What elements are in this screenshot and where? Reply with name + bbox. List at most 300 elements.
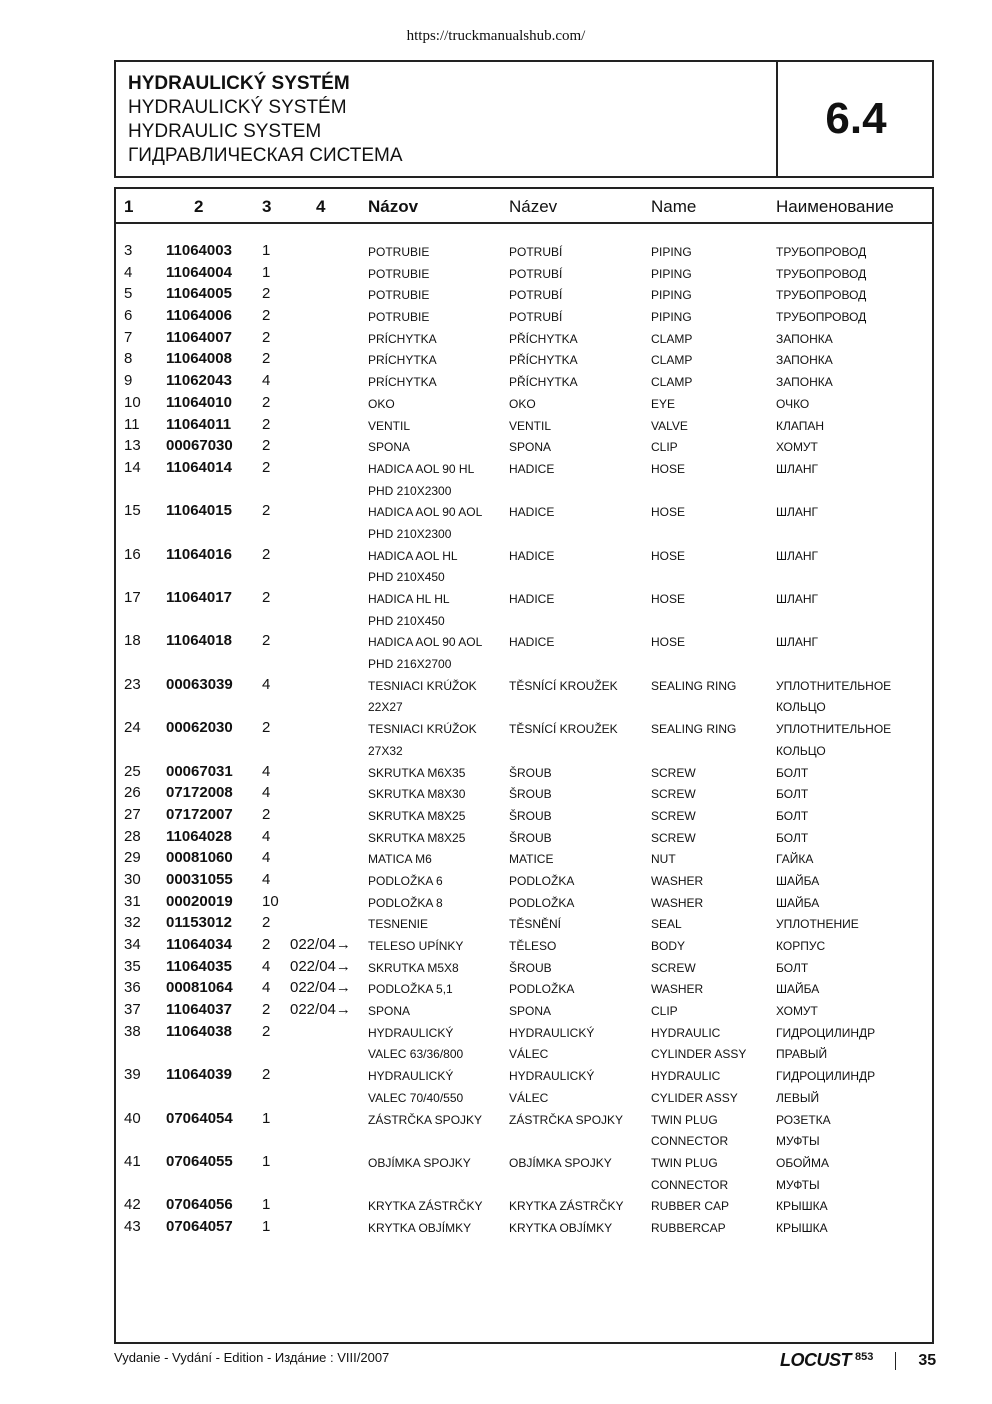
cell-name-sk: PODLOŽKA 6 <box>368 873 443 888</box>
col-header-quantity: 3 <box>262 197 272 216</box>
cell-name-ru: ШЛАНГ <box>776 592 819 606</box>
cell-quantity: 4 <box>262 372 271 390</box>
cell-name-en: SCREW <box>651 787 696 802</box>
row-line <box>116 762 932 784</box>
cell-name-ru: ГАЙКА <box>776 852 814 867</box>
row-line <box>116 263 932 285</box>
cell-name-cz: HADICE <box>509 505 555 520</box>
row-line <box>116 1000 932 1022</box>
cell-quantity: 4 <box>262 784 271 802</box>
table-header <box>116 189 932 224</box>
row-line <box>116 501 932 523</box>
row-line <box>116 523 932 545</box>
cell-part-number: 11064018 <box>166 632 232 650</box>
row-line <box>116 913 932 935</box>
cell-name-sk: SKRUTKA M8X30 <box>368 787 466 802</box>
table-row <box>116 978 932 1000</box>
table-row <box>116 284 932 306</box>
cell-part-number: 11064003 <box>166 242 232 259</box>
cell-name-en: CLIP <box>651 440 678 455</box>
cell-name-sk: PRÍCHYTKA <box>368 375 437 390</box>
cell-position: 15 <box>124 502 141 520</box>
cell-name-en: PIPING <box>651 288 692 303</box>
cell-position: 28 <box>124 827 141 845</box>
cell-name-sk: HADICA AOL HL <box>368 548 458 563</box>
row-line <box>116 545 932 567</box>
cell-name-en: SCREW <box>651 960 696 975</box>
cell-name-sk: PRÍCHYTKA <box>368 353 437 368</box>
table-row <box>116 675 932 718</box>
row-line <box>116 848 932 870</box>
table-row <box>116 415 932 437</box>
cell-name-cz: OBJÍMKA SPOJKY <box>509 1155 612 1170</box>
cell-name-cz: VENTIL <box>509 418 552 433</box>
table-row <box>116 458 932 501</box>
edition-note: Vydanie - Vydání - Edition - Издáние : VIII/2007 <box>114 1350 390 1365</box>
cell-note: 022/04→ <box>290 957 351 975</box>
cell-name-ru: ТРУБОПРОВОД <box>776 266 867 281</box>
cell-part-number: 11064039 <box>166 1066 232 1084</box>
cell-name-ru: ХОМУТ <box>776 1004 818 1019</box>
table-row <box>116 870 932 892</box>
cell-name-sk: ZÁSTRČKA SPOJKY <box>368 1112 483 1127</box>
cell-name-sk: HYDRAULICKÝ <box>368 1069 454 1084</box>
cell-part-number: 11064015 <box>166 502 232 520</box>
table-row <box>116 848 932 870</box>
row-line <box>116 480 932 502</box>
row-line <box>116 306 932 328</box>
cell-position: 31 <box>124 892 141 910</box>
cell-name-sk: VALEC 63/36/800 <box>368 1047 464 1062</box>
cell-quantity: 2 <box>262 805 271 823</box>
cell-name-cz: TĚSNÍCÍ KROUŽEK <box>509 678 618 693</box>
cell-name-cz: PODLOŽKA <box>509 873 575 888</box>
cell-name-ru: КОРПУС <box>776 939 826 953</box>
row-line <box>116 1065 932 1087</box>
cell-position: 37 <box>124 1001 141 1019</box>
cell-position: 36 <box>124 979 141 997</box>
cell-part-number: 11064011 <box>166 415 232 433</box>
row-line <box>116 870 932 892</box>
title-ru: ГИДРАВЛИЧЕСКАЯ СИСТЕМА <box>128 145 403 166</box>
cell-part-number: 00067031 <box>166 762 233 780</box>
cell-name-ru: УПЛОТНЕНИЕ <box>776 917 859 932</box>
cell-quantity: 4 <box>262 827 271 845</box>
cell-position: 40 <box>124 1109 141 1127</box>
cell-name-sk: HADICA HL HL <box>368 592 450 606</box>
table-row <box>116 935 932 957</box>
cell-quantity: 2 <box>262 545 271 563</box>
section-titles <box>128 72 403 168</box>
cell-name-ru: ЛЕВЫЙ <box>776 1090 820 1105</box>
cell-quantity: 1 <box>262 242 271 259</box>
cell-name-cz: ŠROUB <box>509 787 552 802</box>
row-line <box>116 588 932 610</box>
cell-part-number: 00031055 <box>166 870 233 888</box>
cell-part-number: 00067030 <box>166 437 233 455</box>
table-row <box>116 1217 932 1239</box>
cell-name-sk: HADICA AOL 90 HL <box>368 461 475 476</box>
footer-divider <box>895 1352 896 1370</box>
cell-name-en: CLIP <box>651 1004 678 1019</box>
table-row <box>116 783 932 805</box>
cell-name-en: HOSE <box>651 592 686 606</box>
cell-name-en: TWIN PLUG <box>651 1155 718 1170</box>
cell-name-sk: PRÍCHYTKA <box>368 331 437 346</box>
table-row <box>116 1065 932 1108</box>
cell-name-sk: PHD 210X2300 <box>368 526 452 541</box>
row-line <box>116 1152 932 1174</box>
cell-name-cz: ŠROUB <box>509 808 552 823</box>
cell-position: 18 <box>124 632 141 650</box>
cell-note: 022/04→ <box>290 936 351 953</box>
cell-name-ru: РОЗЕТКА <box>776 1112 831 1127</box>
cell-name-cz: ŠROUB <box>509 960 552 975</box>
cell-position: 43 <box>124 1217 141 1235</box>
table-row <box>116 957 932 979</box>
cell-quantity: 2 <box>262 393 271 411</box>
cell-position: 34 <box>124 936 141 953</box>
cell-part-number: 11064010 <box>166 393 232 411</box>
cell-name-ru: ШЛАНГ <box>776 548 819 563</box>
cell-quantity: 1 <box>262 1196 271 1214</box>
cell-name-en: RUBBERCAP <box>651 1220 726 1235</box>
cell-quantity: 10 <box>262 892 279 910</box>
cell-position: 16 <box>124 545 141 563</box>
cell-name-cz: ŠROUB <box>509 830 552 845</box>
table-row <box>116 306 932 328</box>
cell-name-ru: ГИДРОЦИЛИНДР <box>776 1069 876 1084</box>
cell-name-en: HOSE <box>651 548 686 563</box>
cell-name-cz: PODLOŽKA <box>509 895 575 910</box>
cell-quantity: 4 <box>262 870 271 888</box>
cell-quantity: 2 <box>262 719 271 737</box>
row-line <box>116 1087 932 1109</box>
cell-name-cz: HADICE <box>509 548 555 563</box>
table-row <box>116 892 932 914</box>
cell-position: 27 <box>124 805 141 823</box>
cell-name-en: NUT <box>651 852 676 867</box>
cell-name-ru: ПРАВЫЙ <box>776 1047 828 1062</box>
cell-part-number: 11064005 <box>166 285 232 303</box>
table-row <box>116 1000 932 1022</box>
cell-name-cz: POTRUBÍ <box>509 310 563 325</box>
col-header-part-number: 2 <box>194 197 204 216</box>
cell-name-ru: ШЛАНГ <box>776 505 819 520</box>
cell-name-sk: VENTIL <box>368 418 411 433</box>
row-line <box>116 718 932 740</box>
cell-name-en: SEAL <box>651 917 682 932</box>
table-row <box>116 1109 932 1152</box>
col-header-name-ru: Наименование <box>776 197 894 216</box>
cell-name-ru: ХОМУТ <box>776 440 818 455</box>
row-line <box>116 241 932 263</box>
cell-position: 7 <box>124 328 133 346</box>
cell-name-cz: POTRUBÍ <box>509 266 563 281</box>
cell-part-number: 11064034 <box>166 936 232 953</box>
cell-position: 13 <box>124 437 141 455</box>
cell-quantity: 2 <box>262 1022 271 1040</box>
cell-name-cz: PŘÍCHYTKA <box>509 331 578 346</box>
cell-name-sk: PODLOŽKA 5,1 <box>368 982 453 997</box>
cell-quantity: 1 <box>262 1109 271 1127</box>
table-row <box>116 827 932 849</box>
row-line <box>116 740 932 762</box>
cell-name-sk: SPONA <box>368 440 411 455</box>
cell-name-cz: TĚSNÍCÍ KROUŽEK <box>509 722 618 737</box>
cell-position: 42 <box>124 1196 141 1214</box>
cell-part-number: 07064054 <box>166 1109 233 1127</box>
cell-name-en: CLAMP <box>651 331 693 346</box>
section-header <box>114 60 934 178</box>
cell-part-number: 11064017 <box>166 589 232 606</box>
cell-quantity: 2 <box>262 415 271 433</box>
cell-name-cz: HYDRAULICKÝ <box>509 1025 595 1040</box>
cell-quantity: 4 <box>262 957 271 975</box>
col-header-note: 4 <box>316 197 326 216</box>
cell-name-ru: ТРУБОПРОВОД <box>776 245 867 259</box>
row-line <box>116 696 932 718</box>
cell-position: 8 <box>124 350 133 368</box>
cell-position: 3 <box>124 242 133 259</box>
cell-quantity: 2 <box>262 328 271 346</box>
cell-quantity: 2 <box>262 458 271 476</box>
cell-name-sk: TESNIACI KRÚŽOK <box>368 722 477 737</box>
cell-name-sk: VALEC 70/40/550 <box>368 1090 464 1105</box>
cell-name-en: PIPING <box>651 266 692 281</box>
row-line <box>116 284 932 306</box>
cell-name-ru: МУФТЫ <box>776 1134 820 1149</box>
cell-name-ru: ОЧКО <box>776 396 810 411</box>
title-en: HYDRAULIC SYSTEM <box>128 121 322 142</box>
cell-part-number: 00063039 <box>166 675 233 693</box>
cell-part-number: 11064037 <box>166 1001 232 1019</box>
cell-name-cz: PODLOŽKA <box>509 982 575 997</box>
table-row <box>116 1022 932 1065</box>
cell-part-number: 00062030 <box>166 719 233 737</box>
table-row <box>116 545 932 588</box>
row-line <box>116 1043 932 1065</box>
cell-quantity: 2 <box>262 914 271 932</box>
cell-name-ru: ШАЙБА <box>776 873 820 888</box>
cell-name-en: EYE <box>651 396 676 411</box>
cell-name-sk: TESNIACI KRÚŽOK <box>368 678 477 693</box>
cell-name-cz: KRYTKA OBJÍMKY <box>509 1220 613 1235</box>
col-header-name-cz: Název <box>509 197 558 216</box>
table-body <box>116 241 932 1239</box>
cell-note: 022/04→ <box>290 1001 351 1019</box>
cell-name-en: PIPING <box>651 310 692 325</box>
col-header-position: 1 <box>124 197 134 216</box>
row-line <box>116 1217 932 1239</box>
cell-position: 39 <box>124 1066 141 1084</box>
row-line <box>116 610 932 632</box>
cell-name-cz: POTRUBÍ <box>509 288 563 303</box>
cell-name-sk: KRYTKA OBJÍMKY <box>368 1220 472 1235</box>
cell-name-en: RUBBER CAP <box>651 1199 730 1214</box>
cell-quantity: 1 <box>262 1217 271 1235</box>
cell-name-cz: TĚLESO <box>509 939 557 953</box>
row-line <box>116 805 932 827</box>
cell-name-en: CONNECTOR <box>651 1134 729 1149</box>
cell-name-ru: ШЛАНГ <box>776 635 819 650</box>
cell-name-cz: ZÁSTRČKA SPOJKY <box>509 1112 624 1127</box>
row-line <box>116 1195 932 1217</box>
cell-name-sk: TESNENIE <box>368 917 429 932</box>
cell-part-number: 01153012 <box>166 914 232 932</box>
cell-name-cz: PŘÍCHYTKA <box>509 353 578 368</box>
row-line <box>116 1109 932 1131</box>
table-row <box>116 588 932 631</box>
table-row <box>116 263 932 285</box>
cell-name-cz: KRYTKA ZÁSTRČKY <box>509 1199 624 1214</box>
cell-name-ru: ШАЙБА <box>776 982 820 997</box>
cell-name-en: HOSE <box>651 505 686 520</box>
cell-name-cz: POTRUBÍ <box>509 245 563 259</box>
cell-name-en: CYLIDER ASSY <box>651 1090 738 1105</box>
cell-name-ru: ТРУБОПРОВОД <box>776 288 867 303</box>
title-sk: HYDRAULICKÝ SYSTÉM <box>128 73 350 94</box>
cell-position: 30 <box>124 870 141 888</box>
cell-name-cz: PŘÍCHYTKA <box>509 375 578 390</box>
cell-name-en: PIPING <box>651 245 692 259</box>
table-row <box>116 631 932 674</box>
cell-quantity: 4 <box>262 979 271 997</box>
cell-name-en: SCREW <box>651 830 696 845</box>
brand-logo: LOCUST <box>780 1350 851 1370</box>
cell-name-en: CYLINDER ASSY <box>651 1047 747 1062</box>
cell-name-sk: SKRUTKA M5X8 <box>368 960 459 975</box>
cell-name-en: SEALING RING <box>651 722 737 737</box>
cell-part-number: 11064004 <box>166 263 232 281</box>
cell-name-cz: SPONA <box>509 440 552 455</box>
cell-name-en: CLAMP <box>651 353 693 368</box>
row-line <box>116 892 932 914</box>
model-number: 853 <box>855 1350 874 1363</box>
cell-name-cz: SPONA <box>509 1004 552 1019</box>
cell-position: 5 <box>124 285 133 303</box>
cell-name-cz: ŠROUB <box>509 765 552 780</box>
row-line <box>116 371 932 393</box>
cell-name-sk: PHD 210X450 <box>368 570 445 585</box>
cell-name-cz: HADICE <box>509 592 555 606</box>
cell-name-sk: HADICA AOL 90 AOL <box>368 635 483 650</box>
row-line <box>116 436 932 458</box>
row-line <box>116 957 932 979</box>
cell-name-sk: MATICA M6 <box>368 852 432 867</box>
cell-quantity: 2 <box>262 502 271 520</box>
cell-name-ru: ШАЙБА <box>776 895 820 910</box>
table-row <box>116 1152 932 1195</box>
cell-part-number: 07064057 <box>166 1217 233 1235</box>
row-line <box>116 349 932 371</box>
cell-name-en: SEALING RING <box>651 678 737 693</box>
cell-name-sk: PHD 216X2700 <box>368 657 452 672</box>
cell-name-en: SCREW <box>651 808 696 823</box>
col-header-name-sk: Názov <box>368 197 419 216</box>
cell-name-ru: БОЛТ <box>776 765 809 780</box>
cell-name-sk: SKRUTKA M8X25 <box>368 808 466 823</box>
row-line <box>116 393 932 415</box>
cell-name-sk: OBJÍMKA SPOJKY <box>368 1155 471 1170</box>
cell-name-ru: ГИДРОЦИЛИНДР <box>776 1025 876 1040</box>
cell-name-en: HOSE <box>651 635 686 650</box>
row-line <box>116 1130 932 1152</box>
section-number-box <box>776 62 934 176</box>
cell-position: 25 <box>124 762 141 780</box>
cell-name-ru: ТРУБОПРОВОД <box>776 310 867 325</box>
cell-name-cz: OKO <box>509 396 536 411</box>
row-line <box>116 978 932 1000</box>
cell-part-number: 11064035 <box>166 957 232 975</box>
cell-quantity: 2 <box>262 589 271 606</box>
table-row <box>116 436 932 458</box>
cell-part-number: 07064056 <box>166 1196 233 1214</box>
cell-position: 24 <box>124 719 141 737</box>
cell-part-number: 11064007 <box>166 328 232 346</box>
cell-part-number: 07064055 <box>166 1152 233 1170</box>
cell-quantity: 2 <box>262 632 271 650</box>
cell-note: 022/04→ <box>290 979 351 997</box>
row-line <box>116 935 932 957</box>
cell-name-sk: TELESO UPÍNKY <box>368 939 464 953</box>
cell-name-sk: PODLOŽKA 8 <box>368 895 443 910</box>
cell-name-ru: БОЛТ <box>776 787 809 802</box>
cell-name-sk: 22X27 <box>368 700 403 715</box>
cell-name-sk: POTRUBIE <box>368 288 430 303</box>
cell-name-ru: БОЛТ <box>776 830 809 845</box>
cell-name-ru: КОЛЬЦО <box>776 700 826 715</box>
cell-quantity: 2 <box>262 285 271 303</box>
cell-part-number: 11062043 <box>166 372 232 390</box>
cell-position: 10 <box>124 393 141 411</box>
cell-quantity: 1 <box>262 263 271 281</box>
cell-name-en: HYDRAULIC <box>651 1069 721 1084</box>
cell-name-sk: PHD 210X450 <box>368 613 445 628</box>
cell-name-sk: PHD 210X2300 <box>368 483 452 498</box>
cell-name-cz: HADICE <box>509 461 555 476</box>
cell-name-sk: HYDRAULICKÝ <box>368 1025 454 1040</box>
cell-name-sk: SKRUTKA M8X25 <box>368 830 466 845</box>
row-line <box>116 415 932 437</box>
cell-name-en: TWIN PLUG <box>651 1112 718 1127</box>
cell-name-sk: POTRUBIE <box>368 310 430 325</box>
cell-position: 4 <box>124 263 133 281</box>
row-line <box>116 653 932 675</box>
table-row <box>116 805 932 827</box>
cell-position: 32 <box>124 914 141 932</box>
cell-name-ru: ШЛАНГ <box>776 461 819 476</box>
cell-name-sk: POTRUBIE <box>368 266 430 281</box>
cell-position: 11 <box>124 415 140 433</box>
cell-quantity: 1 <box>262 1152 271 1170</box>
cell-quantity: 4 <box>262 849 271 867</box>
row-line <box>116 783 932 805</box>
cell-name-ru: БОЛТ <box>776 960 809 975</box>
cell-quantity: 2 <box>262 437 271 455</box>
cell-name-sk: SPONA <box>368 1004 411 1019</box>
table-row <box>116 349 932 371</box>
cell-name-ru: КОЛЬЦО <box>776 743 826 758</box>
cell-position: 41 <box>124 1152 141 1170</box>
cell-position: 26 <box>124 784 141 802</box>
cell-name-cz: HYDRAULICKÝ <box>509 1069 595 1084</box>
table-row <box>116 393 932 415</box>
cell-quantity: 2 <box>262 936 271 953</box>
footer-brand <box>780 1350 936 1371</box>
cell-name-en: WASHER <box>651 982 704 997</box>
cell-position: 9 <box>124 372 133 390</box>
